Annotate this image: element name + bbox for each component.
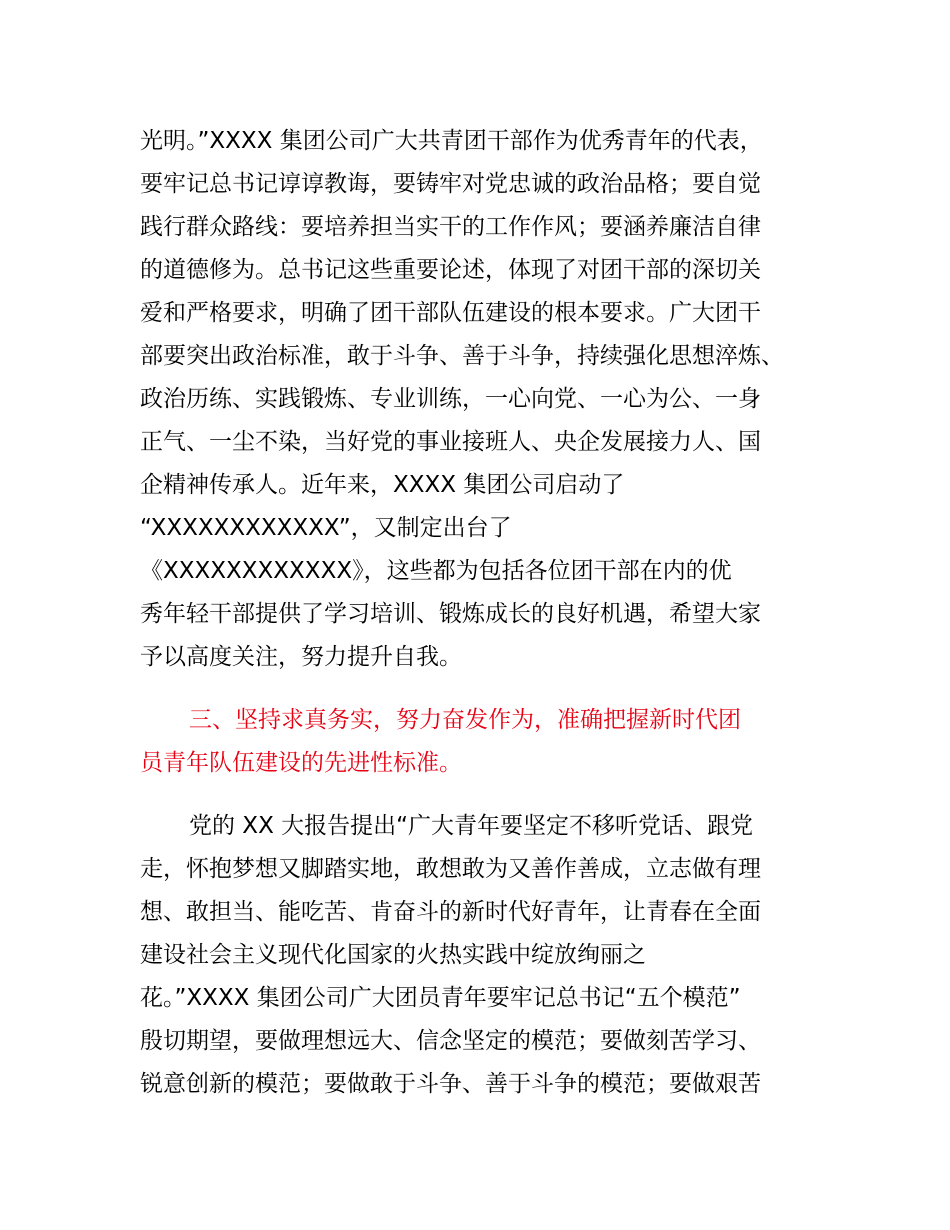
paragraph-1-line-11: 《XXXXXXXXXXXX》，这些都为包括各位团干部在内的优 — [140, 558, 732, 584]
paragraph-1-line-7: 政治历练、实践锻炼、专业训练，一心向党、一心为公、一身 — [140, 386, 761, 412]
paragraph-1-line-6: 部要突出政治标准，敢于斗争、善于斗争，持续强化思想淬炼、 — [140, 343, 784, 369]
paragraph-2-line-4: 建设社会主义现代化国家的火热实践中绽放绚丽之 — [140, 942, 646, 968]
paragraph-2-line-2: 走，怀抱梦想又脚踏实地，敢想敢为又善作善成，立志做有理 — [140, 856, 761, 882]
paragraph-1-line-9: 企精神传承人。近年来，XXXX 集团公司启动了 — [140, 472, 625, 498]
paragraph-2-line-3: 想、敢担当、能吃苦、肯奋斗的新时代好青年，让青春在全面 — [140, 899, 761, 925]
paragraph-1-line-1: 光明。”XXXX 集团公司广大共青团干部作为优秀青年的代表， — [140, 128, 763, 154]
paragraph-1-line-13: 予以高度关注，努力提升自我。 — [140, 644, 462, 670]
paragraph-1-line-2: 要牢记总书记谆谆教诲，要铸牢对党忠诚的政治品格；要自觉 — [140, 171, 761, 197]
paragraph-1-line-4: 的道德修为。总书记这些重要论述，体现了对团干部的深切关 — [140, 257, 761, 283]
section-heading-3-line-2: 员青年队伍建设的先进性标准。 — [140, 750, 462, 776]
paragraph-1-line-10: “XXXXXXXXXXXX”，又制定出台了 — [140, 515, 512, 541]
paragraph-2-line-6: 殷切期望，要做理想远大、信念坚定的模范；要做刻苦学习、 — [140, 1028, 761, 1054]
paragraph-2-line-5: 花。”XXXX 集团公司广大团员青年要牢记总书记“五个模范” — [140, 985, 741, 1011]
paragraph-1-line-12: 秀年轻干部提供了学习培训、锻炼成长的良好机遇，希望大家 — [140, 601, 761, 627]
paragraph-1-line-5: 爱和严格要求，明确了团干部队伍建设的根本要求。广大团干 — [140, 300, 761, 326]
section-heading-3-line-1: 三、坚持求真务实，努力奋发作为，准确把握新时代团 — [189, 707, 741, 733]
paragraph-1-line-3: 践行群众路线：要培养担当实干的工作作风；要涵养廉洁自律 — [140, 214, 761, 240]
paragraph-2-line-1: 党的 XX 大报告提出“广大青年要坚定不移听党话、跟党 — [189, 813, 754, 839]
paragraph-2-line-7: 锐意创新的模范；要做敢于斗争、善于斗争的模范；要做艰苦 — [140, 1071, 761, 1097]
paragraph-1-line-8: 正气、一尘不染，当好党的事业接班人、央企发展接力人、国 — [140, 429, 761, 455]
